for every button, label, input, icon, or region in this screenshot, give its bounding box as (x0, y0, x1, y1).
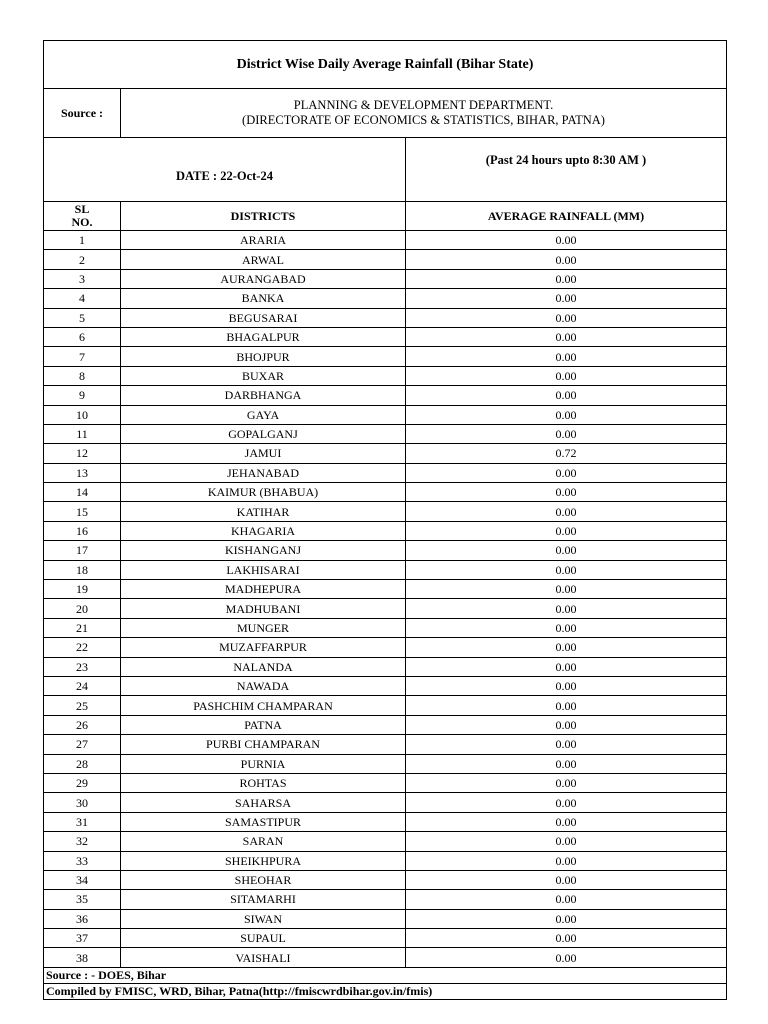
sl-header-line1: SL (74, 202, 90, 216)
row-rainfall-value: 0.00 (406, 929, 727, 948)
row-rainfall-value: 0.00 (406, 773, 727, 792)
row-district-name: AURANGABAD (121, 269, 406, 288)
report-date: DATE : 22-Oct-24 (44, 138, 406, 202)
row-rainfall-value: 0.00 (406, 541, 727, 560)
row-rainfall-value: 0.00 (406, 327, 727, 346)
row-sl-number: 5 (44, 308, 121, 327)
table-row (44, 929, 727, 948)
row-sl-number: 8 (44, 366, 121, 385)
row-sl-number: 23 (44, 657, 121, 676)
table-row (44, 638, 727, 657)
table-row (44, 832, 727, 851)
row-rainfall-value: 0.00 (406, 793, 727, 812)
row-rainfall-value: 0.00 (406, 424, 727, 443)
row-sl-number: 10 (44, 405, 121, 424)
row-sl-number: 19 (44, 580, 121, 599)
row-district-name: JAMUI (121, 444, 406, 463)
row-district-name: JEHANABAD (121, 463, 406, 482)
row-district-name: SUPAUL (121, 929, 406, 948)
row-rainfall-value: 0.00 (406, 618, 727, 637)
row-district-name: BUXAR (121, 366, 406, 385)
rainfall-table (43, 40, 727, 1000)
row-rainfall-value: 0.00 (406, 463, 727, 482)
row-rainfall-value: 0.00 (406, 483, 727, 502)
table-row (44, 386, 727, 405)
table-row (44, 754, 727, 773)
row-district-name: ROHTAS (121, 773, 406, 792)
row-rainfall-value: 0.00 (406, 909, 727, 928)
footer-compiled-by: Compiled by FMISC, WRD, Bihar, Patna(http://fmiscwrdbihar.gov.in/fmis) (44, 983, 727, 999)
column-header-sl (44, 202, 121, 231)
department-name: PLANNING & DEVELOPMENT DEPARTMENT. (293, 98, 554, 112)
row-rainfall-value: 0.00 (406, 638, 727, 657)
table-row (44, 599, 727, 618)
row-district-name: SITAMARHI (121, 890, 406, 909)
row-sl-number: 15 (44, 502, 121, 521)
row-rainfall-value: 0.00 (406, 948, 727, 967)
row-rainfall-value: 0.00 (406, 754, 727, 773)
table-row (44, 366, 727, 385)
table-row (44, 676, 727, 695)
department-block (121, 89, 727, 138)
row-rainfall-value: 0.00 (406, 696, 727, 715)
row-sl-number: 3 (44, 269, 121, 288)
directorate-name: (DIRECTORATE OF ECONOMICS & STATISTICS, BIHAR, PATNA) (242, 113, 605, 127)
row-rainfall-value: 0.00 (406, 560, 727, 579)
row-sl-number: 14 (44, 483, 121, 502)
table-row (44, 735, 727, 754)
table-row (44, 793, 727, 812)
row-sl-number: 22 (44, 638, 121, 657)
row-sl-number: 26 (44, 715, 121, 734)
table-row (44, 250, 727, 269)
row-rainfall-value: 0.00 (406, 289, 727, 308)
row-district-name: LAKHISARAI (121, 560, 406, 579)
row-district-name: SIWAN (121, 909, 406, 928)
row-sl-number: 11 (44, 424, 121, 443)
row-rainfall-value: 0.00 (406, 715, 727, 734)
table-row (44, 773, 727, 792)
row-sl-number: 32 (44, 832, 121, 851)
row-sl-number: 13 (44, 463, 121, 482)
table-row (44, 948, 727, 967)
report-period: (Past 24 hours upto 8:30 AM ) (406, 138, 727, 202)
row-sl-number: 4 (44, 289, 121, 308)
row-district-name: PURBI CHAMPARAN (121, 735, 406, 754)
row-district-name: SARAN (121, 832, 406, 851)
row-rainfall-value: 0.00 (406, 347, 727, 366)
table-row (44, 560, 727, 579)
table-row (44, 483, 727, 502)
footer-source: Source : - DOES, Bihar (44, 967, 727, 983)
row-rainfall-value: 0.00 (406, 231, 727, 250)
row-sl-number: 7 (44, 347, 121, 366)
column-header-districts: DISTRICTS (121, 202, 406, 231)
table-row (44, 851, 727, 870)
row-district-name: VAISHALI (121, 948, 406, 967)
table-row (44, 909, 727, 928)
row-district-name: ARARIA (121, 231, 406, 250)
row-sl-number: 9 (44, 386, 121, 405)
row-rainfall-value: 0.00 (406, 851, 727, 870)
row-rainfall-value: 0.00 (406, 735, 727, 754)
table-row (44, 405, 727, 424)
row-sl-number: 34 (44, 870, 121, 889)
row-sl-number: 35 (44, 890, 121, 909)
row-sl-number: 33 (44, 851, 121, 870)
table-row (44, 444, 727, 463)
row-district-name: MADHUBANI (121, 599, 406, 618)
row-sl-number: 17 (44, 541, 121, 560)
table-row (44, 327, 727, 346)
row-sl-number: 24 (44, 676, 121, 695)
source-label: Source : (44, 89, 121, 138)
row-rainfall-value: 0.00 (406, 676, 727, 695)
row-sl-number: 36 (44, 909, 121, 928)
table-row (44, 890, 727, 909)
row-district-name: SAHARSA (121, 793, 406, 812)
row-district-name: PATNA (121, 715, 406, 734)
table-row (44, 541, 727, 560)
row-district-name: NAWADA (121, 676, 406, 695)
row-sl-number: 38 (44, 948, 121, 967)
row-rainfall-value: 0.00 (406, 405, 727, 424)
sl-header-line2: NO. (71, 215, 93, 229)
row-rainfall-value: 0.00 (406, 580, 727, 599)
row-district-name: SAMASTIPUR (121, 812, 406, 831)
table-row (44, 618, 727, 637)
table-row (44, 521, 727, 540)
row-district-name: SHEIKHPURA (121, 851, 406, 870)
table-row (44, 657, 727, 676)
row-district-name: BHOJPUR (121, 347, 406, 366)
table-row (44, 580, 727, 599)
row-sl-number: 20 (44, 599, 121, 618)
row-rainfall-value: 0.00 (406, 599, 727, 618)
row-district-name: BHAGALPUR (121, 327, 406, 346)
row-district-name: MUZAFFARPUR (121, 638, 406, 657)
row-rainfall-value: 0.00 (406, 366, 727, 385)
row-district-name: KISHANGANJ (121, 541, 406, 560)
table-row (44, 308, 727, 327)
row-rainfall-value: 0.00 (406, 870, 727, 889)
table-row (44, 463, 727, 482)
row-sl-number: 21 (44, 618, 121, 637)
column-header-row (44, 202, 727, 231)
row-sl-number: 6 (44, 327, 121, 346)
row-district-name: PURNIA (121, 754, 406, 773)
row-rainfall-value: 0.00 (406, 890, 727, 909)
row-district-name: KAIMUR (BHABUA) (121, 483, 406, 502)
table-row (44, 870, 727, 889)
table-row (44, 424, 727, 443)
table-row (44, 502, 727, 521)
row-district-name: NALANDA (121, 657, 406, 676)
row-sl-number: 28 (44, 754, 121, 773)
row-rainfall-value: 0.00 (406, 250, 727, 269)
report-title: District Wise Daily Average Rainfall (Bihar State) (44, 41, 727, 89)
row-district-name: SHEOHAR (121, 870, 406, 889)
row-district-name: ARWAL (121, 250, 406, 269)
row-district-name: MUNGER (121, 618, 406, 637)
row-district-name: GAYA (121, 405, 406, 424)
row-district-name: MADHEPURA (121, 580, 406, 599)
row-sl-number: 29 (44, 773, 121, 792)
row-rainfall-value: 0.00 (406, 502, 727, 521)
row-sl-number: 27 (44, 735, 121, 754)
row-district-name: KATIHAR (121, 502, 406, 521)
row-sl-number: 25 (44, 696, 121, 715)
row-sl-number: 30 (44, 793, 121, 812)
row-sl-number: 2 (44, 250, 121, 269)
table-row (44, 269, 727, 288)
table-row (44, 715, 727, 734)
row-rainfall-value: 0.00 (406, 308, 727, 327)
column-header-rainfall: AVERAGE RAINFALL (MM) (406, 202, 727, 231)
row-sl-number: 12 (44, 444, 121, 463)
row-rainfall-value: 0.72 (406, 444, 727, 463)
row-district-name: GOPALGANJ (121, 424, 406, 443)
row-sl-number: 37 (44, 929, 121, 948)
table-row (44, 231, 727, 250)
row-sl-number: 16 (44, 521, 121, 540)
table-row (44, 696, 727, 715)
row-district-name: KHAGARIA (121, 521, 406, 540)
row-sl-number: 31 (44, 812, 121, 831)
row-rainfall-value: 0.00 (406, 832, 727, 851)
row-district-name: PASHCHIM CHAMPARAN (121, 696, 406, 715)
row-district-name: BEGUSARAI (121, 308, 406, 327)
row-district-name: BANKA (121, 289, 406, 308)
table-row (44, 347, 727, 366)
row-rainfall-value: 0.00 (406, 657, 727, 676)
table-row (44, 812, 727, 831)
row-sl-number: 18 (44, 560, 121, 579)
table-row (44, 289, 727, 308)
row-sl-number: 1 (44, 231, 121, 250)
row-rainfall-value: 0.00 (406, 269, 727, 288)
row-rainfall-value: 0.00 (406, 386, 727, 405)
row-rainfall-value: 0.00 (406, 812, 727, 831)
row-rainfall-value: 0.00 (406, 521, 727, 540)
row-district-name: DARBHANGA (121, 386, 406, 405)
